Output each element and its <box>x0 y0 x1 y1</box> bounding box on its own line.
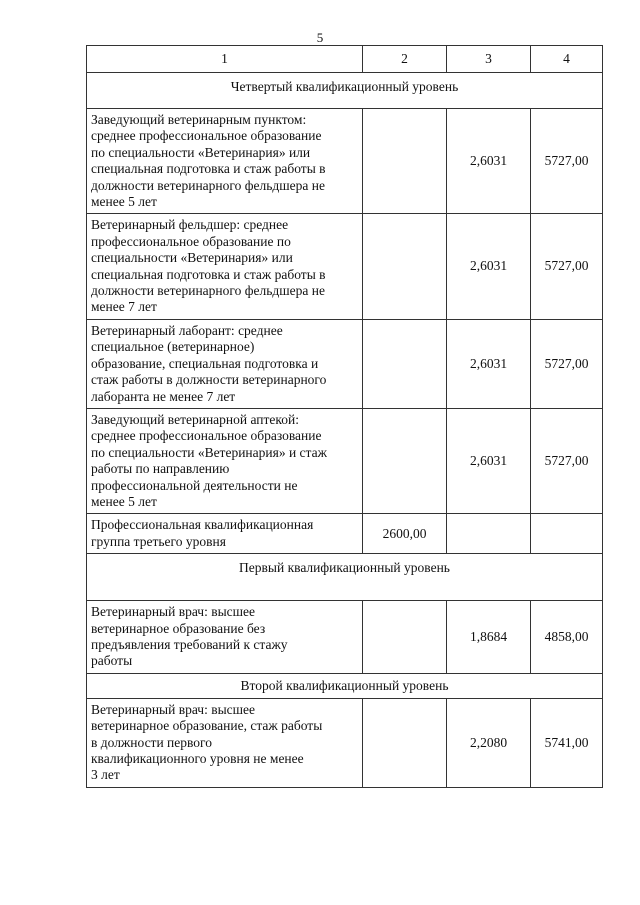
section-label: Первый квалификационный уровень <box>87 554 603 601</box>
base-salary-cell: 2600,00 <box>363 514 447 554</box>
section-label: Второй квалификационный уровень <box>87 673 603 698</box>
base-salary-cell <box>363 408 447 513</box>
table-header-row <box>87 46 603 73</box>
coefficient-cell: 2,6031 <box>447 319 531 408</box>
header-cell-3: 3 <box>447 46 531 73</box>
position-description: Ветеринарный фельдшер: среднее профессиональное образование по специальности «Ветеринария» или специальная подготовка и стаж работы в должности ветеринарного фельдшера не менее 7 лет <box>87 214 363 319</box>
base-salary-cell <box>363 109 447 214</box>
qualification-table <box>86 45 603 788</box>
table-row <box>87 408 603 513</box>
salary-cell: 5741,00 <box>531 698 603 787</box>
salary-cell <box>531 514 603 554</box>
table-row <box>87 698 603 787</box>
coefficient-cell: 2,6031 <box>447 408 531 513</box>
page-number: 5 <box>316 30 324 45</box>
header-cell-4: 4 <box>531 46 603 73</box>
position-description: Заведующий ветеринарным пунктом: среднее профессиональное образование по специальности «Ветеринария» или специальная подготовка и стаж работы в должности ветеринарного фельдшера не менее 5 лет <box>87 109 363 214</box>
base-salary-cell <box>363 214 447 319</box>
coefficient-cell: 1,8684 <box>447 601 531 674</box>
salary-cell: 5727,00 <box>531 109 603 214</box>
coefficient-cell: 2,6031 <box>447 109 531 214</box>
section-row <box>87 673 603 698</box>
table-row <box>87 601 603 674</box>
salary-cell: 5727,00 <box>531 214 603 319</box>
section-row <box>87 73 603 109</box>
section-row <box>87 554 603 601</box>
coefficient-cell: 2,2080 <box>447 698 531 787</box>
salary-cell: 5727,00 <box>531 319 603 408</box>
base-salary-cell <box>363 601 447 674</box>
table-row <box>87 514 603 554</box>
position-description: Заведующий ветеринарной аптекой: среднее профессиональное образование по специальности «Ветеринария» и стаж работы по направлению профессиональной деятельности не менее 5 лет <box>87 408 363 513</box>
salary-cell: 4858,00 <box>531 601 603 674</box>
base-salary-cell <box>363 698 447 787</box>
header-cell-1: 1 <box>87 46 363 73</box>
table-row <box>87 319 603 408</box>
position-description: Ветеринарный лаборант: среднее специальное (ветеринарное) образование, специальная подготовка и стаж работы в должности ветеринарного лаборанта не менее 7 лет <box>87 319 363 408</box>
coefficient-cell <box>447 514 531 554</box>
base-salary-cell <box>363 319 447 408</box>
position-description: Ветеринарный врач: высшее ветеринарное образование без предъявления требований к стажу работы <box>87 601 363 674</box>
group-description: Профессиональная квалификационная группа третьего уровня <box>87 514 363 554</box>
position-description: Ветеринарный врач: высшее ветеринарное образование, стаж работы в должности первого квалификационного уровня не менее 3 лет <box>87 698 363 787</box>
table-row <box>87 109 603 214</box>
salary-cell: 5727,00 <box>531 408 603 513</box>
section-label: Четвертый квалификационный уровень <box>87 73 603 109</box>
header-cell-2: 2 <box>363 46 447 73</box>
table-row <box>87 214 603 319</box>
coefficient-cell: 2,6031 <box>447 214 531 319</box>
